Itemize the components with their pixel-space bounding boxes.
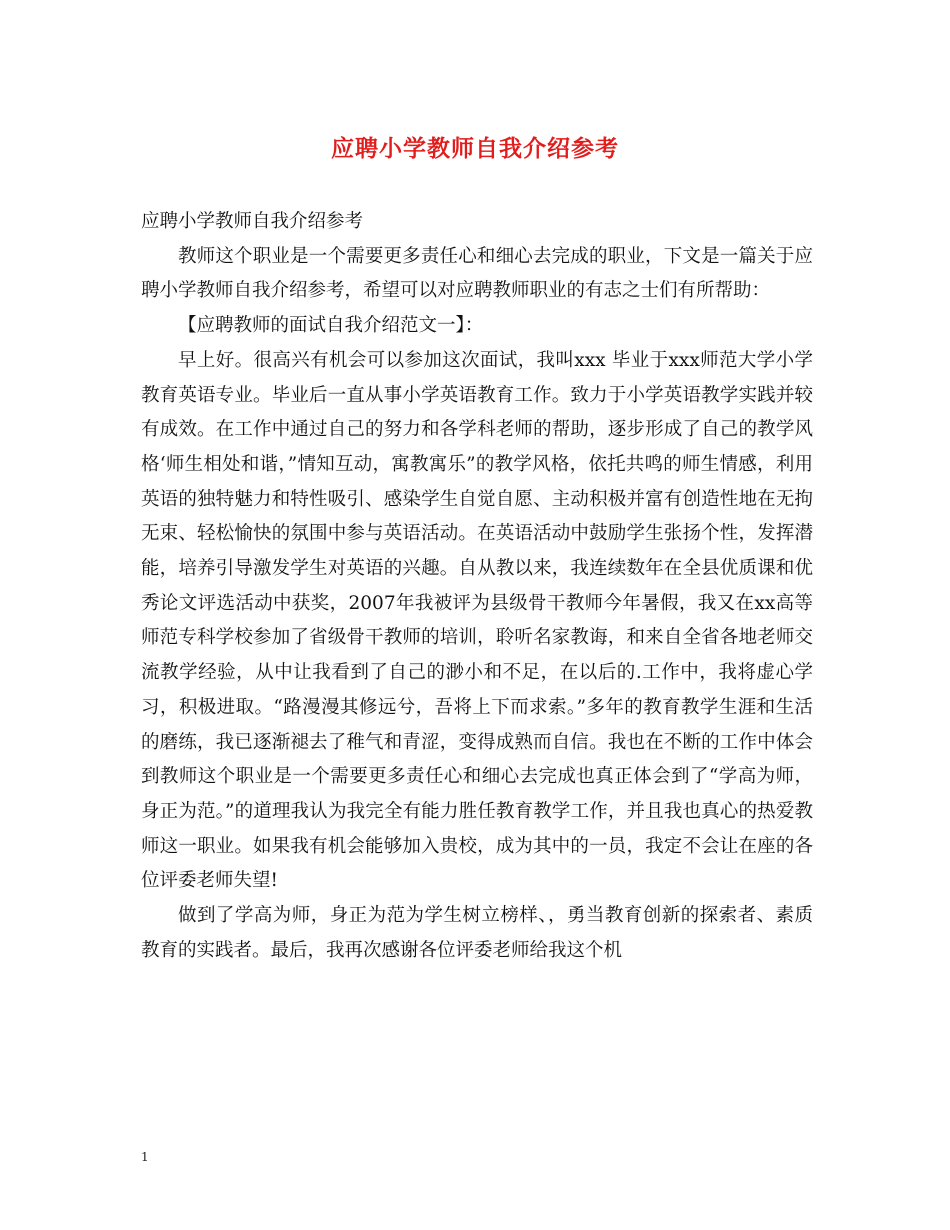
body-paragraph: 早上好。很高兴有机会可以参加这次面试，我叫xxx 毕业于xxx师范大学小学教育英语专业。毕业后一直从事小学英语教育工作。致力于小学英语教学实践并较有成效。在工作中通过自己的努力和各学科老师的帮助，逐步形成了自己的教学风格‘师生相处和谐，”情知互动，寓教寓乐”的教学风格，依托共鸣的师生情感，利用英语的独特魅力和特性吸引、感染学生自觉自愿、主动积极并富有创造性地在无拘无束、轻松愉快的氛围中参与英语活动。在英语活动中鼓励学生张扬个性，发挥潜能，培养引导激发学生对英语的兴趣。自从教以来，我连续数年在全县优质课和优秀论文评选活动中获奖，2007年我被评为县级骨干教师今年暑假，我又在xx高等师范专科学校参加了省级骨干教师的培训，聆听名家教诲，和来自全省各地老师交流教学经验，从中让我看到了自己的渺小和不足，在以后的.工作中，我将虚心学习，积极进取。“路漫漫其修远兮，吾将上下而求索。”多年的教育教学生涯和生活的磨练，我已逐渐褪去了稚气和青涩，变得成熟而自信。我也在不断的工作中体会到教师这个职业是一个需要更多责任心和细心去完成也真正体会到了“学高为师，身正为范。”的道理我认为我完全有能力胜任教育教学工作，并且我也真心的热爱教师这一职业。如果我有机会能够加入贵校，成为其中的一员，我定不会让在座的各位评委老师失望! [141, 349, 813, 892]
document-body [141, 205, 813, 968]
document-subtitle: 应聘小学教师自我介绍参考 [141, 211, 364, 232]
page-number: 1 [141, 1150, 149, 1164]
intro-paragraph: 教师这个职业是一个需要更多责任心和细心去完成的职业，下文是一篇关于应聘小学教师自我介绍参考，希望可以对应聘教师职业的有志之士们有所帮助： [141, 245, 813, 302]
body-paragraph: 做到了学高为师，身正为范为学生树立榜样、，勇当教育创新的探索者、素质教育的实践者。最后，我再次感谢各位评委老师给我这个机 [141, 905, 813, 961]
document-title: 应聘小学教师自我介绍参考 [331, 135, 619, 162]
section-heading: 【应聘教师的面试自我介绍范文一】： [178, 315, 484, 337]
